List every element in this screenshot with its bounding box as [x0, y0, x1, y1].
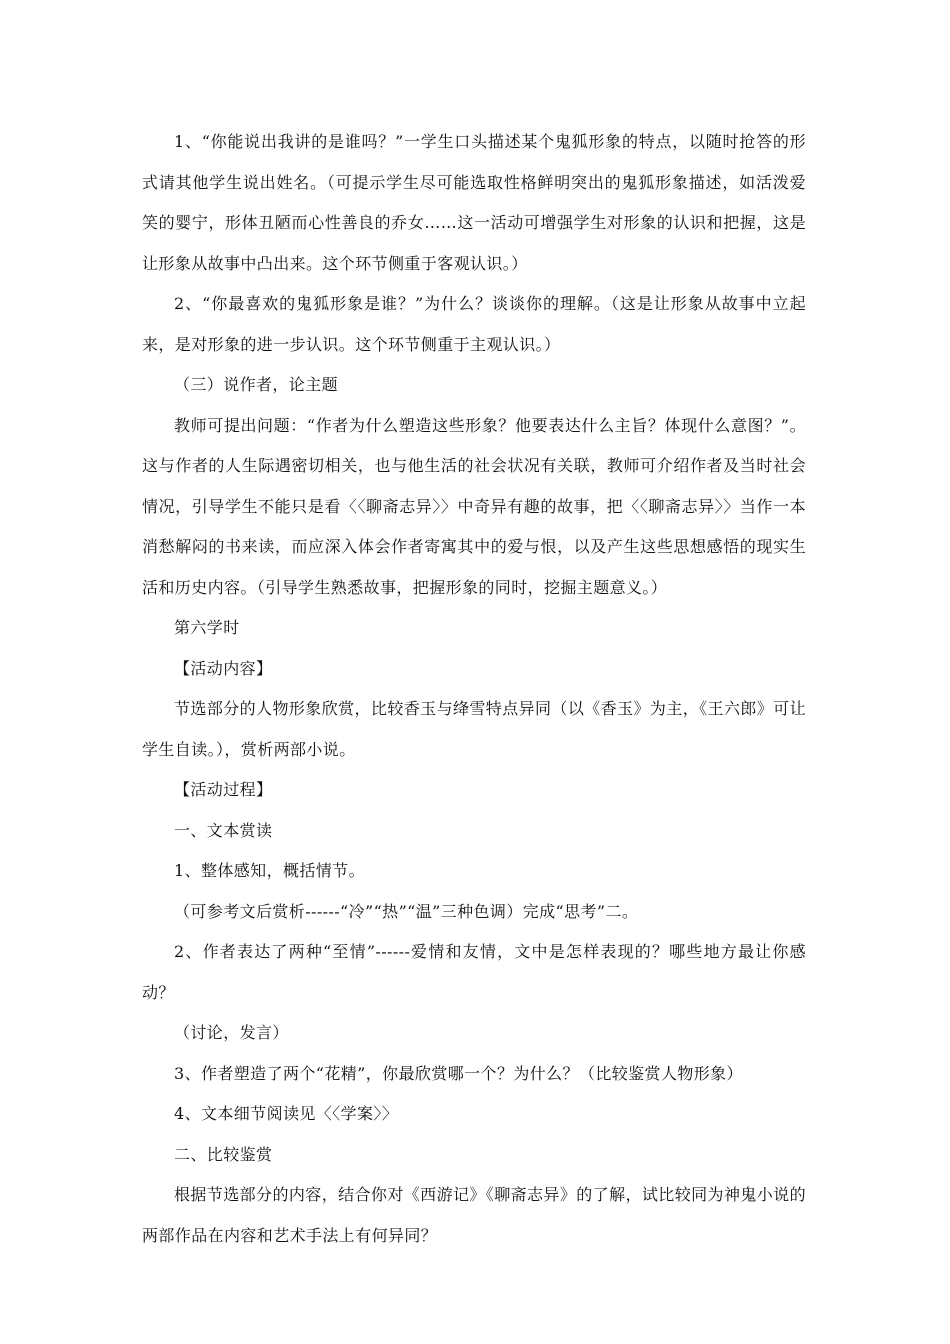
section-heading-author-theme: （三）说作者，论主题 — [174, 375, 339, 394]
list-item-overall-perception: 1、整体感知，概括情节。 — [174, 861, 365, 880]
subheading-text-reading: 一、文本赏读 — [174, 820, 273, 840]
note-discussion: （讨论，发言） — [174, 1023, 289, 1042]
subheading-comparative-appreciation: 二、比较鉴赏 — [174, 1144, 273, 1164]
list-item-two-affections: 2、作者表达了两种“至情”------爱情和友情，文中是怎样表现的？哪些地方最让你感动？ — [142, 942, 806, 1002]
heading-activity-content: 【活动内容】 — [174, 658, 273, 678]
list-item-detail-reading: 4、文本细节阅读见〈〈学案〉〉 — [174, 1104, 399, 1123]
document-body — [142, 122, 806, 1256]
paragraph-activity-guess-character: 1、“你能说出我讲的是谁吗？”一学生口头描述某个鬼狐形象的特点，以随时抢答的形式请其他学生说出姓名。（可提示学生尽可能选取性格鲜明突出的鬼狐形象描述，如活泼爱笑的婴宁，形体丑陋而心性善良的乔女……这一活动可增强学生对形象的认识和把握，这是让形象从故事中凸出来。这个环节侧重于客观认识。） — [142, 132, 806, 273]
paragraph-comparison-task: 根据节选部分的内容，结合你对《西游记》《聊斋志异》的了解，试比较同为神鬼小说的两部作品在内容和艺术手法上有何异同？ — [142, 1185, 806, 1245]
lesson-heading-sixth: 第六学时 — [174, 618, 240, 637]
paragraph-activity-content: 节选部分的人物形象欣赏，比较香玉与绛雪特点异同（以《香玉》为主，《王六郎》可让学生自读。），赏析两部小说。 — [142, 699, 806, 759]
paragraph-teacher-questions: 教师可提出问题：“作者为什么塑造这些形象？他要表达什么主旨？体现什么意图？”。这与作者的人生际遇密切相关，也与他生活的社会状况有关联，教师可介绍作者及当时社会情况，引导学生不能只是看〈〈聊斋志异〉〉中奇异有趣的故事，把〈〈聊斋志异〉〉当作一本消愁解闷的书来读，而应深入体会作者寄寓其中的爱与恨，以及产生这些思想感悟的现实生活和历史内容。（引导学生熟悉故事，把握形象的同时，挖掘主题意义。） — [142, 415, 806, 597]
paragraph-favorite-character: 2、“你最喜欢的鬼狐形象是谁？”为什么？谈谈你的理解。（这是让形象从故事中立起来，是对形象的进一步认识。这个环节侧重于主观认识。） — [142, 294, 806, 354]
list-item-flower-spirits: 3、作者塑造了两个“花精”，你最欣赏哪一个？为什么？（比较鉴赏人物形象） — [174, 1063, 743, 1083]
heading-activity-process: 【活动过程】 — [174, 780, 273, 799]
note-reference-analysis: （可参考文后赏析------“冷”“热”“温”三种色调）完成“思考”二。 — [174, 901, 639, 921]
